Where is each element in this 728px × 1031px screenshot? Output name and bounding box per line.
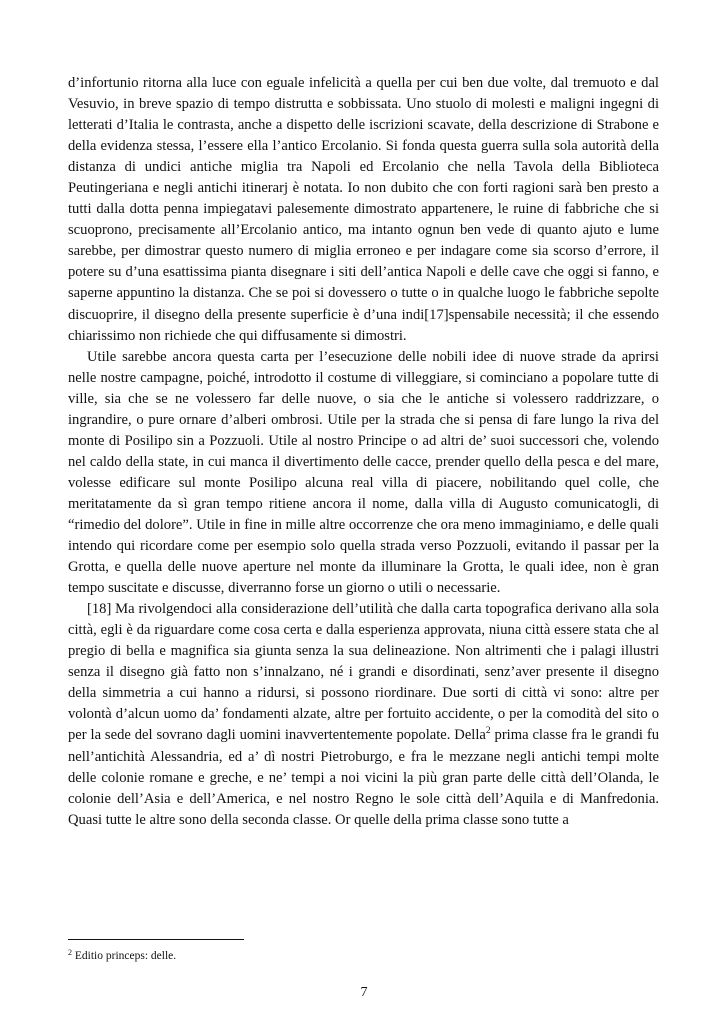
page-number: 7 (360, 985, 368, 1000)
footnote-mark: 2 (68, 948, 72, 957)
paragraph-3 (68, 599, 659, 831)
paragraph-2: Utile sarebbe ancora questa carta per l’esecuzione delle nobili idee di nuove strade da aprirsi nelle nostre campagne, poiché, introdotto il costume di villeggiare, si cominciano a popolare tutte di ville, sia che se ne volessero far delle nuove, o sia che le antiche si volessero raddrizzare, o ingrandire, o pure ornare d’alberi ombrosi. Utile per la strada che si pensa di fare lungo la riva del monte di Posilipo sin a Pozzuoli. Utile al nostro Principe o ad altri de’ suoi successori che, volendo nel caldo della state, in cui manca il divertimento delle cacce, prender quello della pesca e del mare, volesse edificare sul monte Posilipo alcuna real villa di piacere, nobilitando quel colle, che meritatamente da sì gran tempo ritiene ancora il nome, dalla villa di Augusto comunicatogli, di “rimedio del dolore”. Utile in fine in mille altre occorrenze che ora meno immaginiamo, e delle quali intendo qui ricordare come per esempio solo quella strada verso Pozzuoli, evitando il passar per la Grotta, e quella delle nuove aperture nel monte da illuminare la Grotta, le quali idee, non è gran tempo suscitate e discusse, diverranno forse un giorno o utili o necessarie. (68, 348, 659, 597)
footnote (68, 949, 659, 963)
footnote-separator (68, 939, 244, 940)
paragraph-1: d’infortunio ritorna alla luce con eguale infelicità a quella per cui ben due volte, dal tremuoto e dal Vesuvio, in breve spazio di tempo distrutta e sobbissata. Uno stuolo di molesti e maligni ingegni di letterati d’Italia le contrasta, anche a dispetto delle iscrizioni scavate, della descrizione di Strabone e della evidenza stessa, l’essere ella l’antico Ercolanio. Si fonda questa guerra sulla sola autorità della distanza di undici antiche miglia tra Napoli ed Ercolanio che nella Tavola della Biblioteca Peutingeriana e negli antichi itinerarj è notata. Io non dubito che con forti ragioni sarà ben presto a tutti dalla dotta penna impiegatavi palesemente dimostrato appartenere, le ruine di fabbriche che si scuoprono, precisamente all’Ercolanio antico, ma intanto ognun ben vede di quanto ajuto e lume sarebbe, per dimostrar questo numero di miglia erroneo e per indagare come sia scorso d’errore, il potere su d’una esattissima pianta disegnare i siti dell’antica Napoli e delle cave che oggi si fanno, e saperne appuntino la distanza. Che se poi si dovessero o tutte o in qualche luogo le fabbriche sepolte discuoprire, il disegno della presente superficie è d’una indi[17]spensabile necessità; il che essendo chiarissimo non richiede che qui diffusamente si dimostri. (68, 75, 659, 344)
footnote-text: Editio princeps: delle. (72, 950, 177, 962)
footnote-reference-mark[interactable]: 2 (485, 726, 491, 737)
paragraph-3-text-after-note: prima classe fra le grandi fu nell’antichità Alessandria, ed a’ dì nostri Pietroburgo, e fra le mezzane negli antichi tempi molte delle colonie romane e greche, e ne’ tempi a noi vicini la più gran parte delle città dell’Olanda, le colonie dell’Asia e dell’America, e nel nostro Regno le sole città dell’Aquila e di Manfredonia. Quasi tutte le altre sono della seconda classe. Or quelle della prima classe sono tutte a (68, 727, 659, 828)
body-text (68, 73, 659, 831)
paragraph-3-text-before-note: [18] Ma rivolgendoci alla considerazione dell’utilità che dalla carta topografica derivano alla sola città, egli è da riguardare come cosa certa e dalla esperienza approvata, niuna città essere stata che al pregio di bella e magnifica sia giunta senza la sua delineazione. Non altrimenti che i palagi illustri senza il disegno già fatto non s’innalzano, né i grandi e disordinati, senz’aver presente il disegno della simmetria a cui hanno a ridursi, si possono riordinare. Due sorti di città vi sono: altre per volontà d’alcun uomo da’ fondamenti alzate, altre per fortuito accidente, o per la comodità del sito o per la sede del sovrano dagli uomini inavvertentemente popolate. Della (68, 601, 659, 744)
